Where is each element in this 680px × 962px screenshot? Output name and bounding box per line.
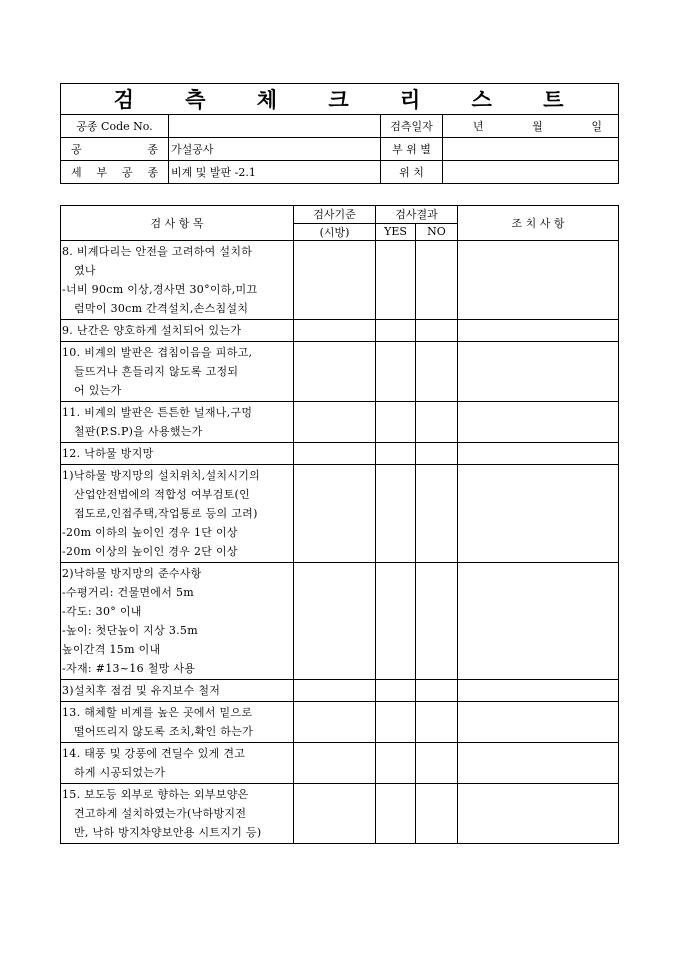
check-item [61, 402, 294, 443]
no-cell[interactable] [416, 743, 458, 784]
yes-cell[interactable] [376, 443, 416, 465]
header-yes: YES [376, 223, 416, 241]
subwork-label: 세 부 공 종 [61, 161, 169, 184]
no-cell[interactable] [416, 680, 458, 702]
action-cell[interactable] [458, 702, 619, 743]
check-item [61, 784, 294, 844]
action-cell[interactable] [458, 680, 619, 702]
no-cell[interactable] [416, 342, 458, 402]
page-title: 검 측 체 크 리 스 트 [61, 84, 619, 115]
yes-cell[interactable] [376, 241, 416, 320]
yes-cell[interactable] [376, 784, 416, 844]
header-table [60, 83, 619, 184]
table-row [61, 320, 619, 342]
check-item [61, 320, 294, 342]
header-standard-sub: (시방) [294, 223, 376, 241]
check-item-line: -각도: 30° 이내 [62, 605, 142, 618]
check-item-line: 견고하게 설치하였는가(낙하방지전 [74, 807, 247, 820]
table-row [61, 702, 619, 743]
check-item-line: 1)낙하물 방지망의 설치위치,설치시기의 [62, 469, 261, 482]
check-item-line: 11. 비계의 발판은 튼튼한 널재나,구멍 [62, 406, 253, 419]
action-cell[interactable] [458, 342, 619, 402]
check-item-line: -자재: #13~16 철망 사용 [62, 662, 196, 675]
check-item-line: 럼막이 30cm 간격설치,손스침설치 [74, 302, 249, 315]
check-item [61, 342, 294, 402]
no-cell[interactable] [416, 443, 458, 465]
check-item-line: 15. 보도등 외부로 향하는 외부보양은 [62, 788, 249, 801]
table-row [61, 443, 619, 465]
check-item-line: -20m 이하의 높이인 경우 1단 이상 [62, 526, 238, 539]
action-cell[interactable] [458, 784, 619, 844]
location-label: 위 치 [381, 161, 443, 184]
standard-cell[interactable] [294, 320, 376, 342]
check-item-line: 13. 해체할 비계를 높은 곳에서 밑으로 [62, 706, 253, 719]
table-row [61, 680, 619, 702]
check-item-line: -너비 90cm 이상,경사면 30°이하,미끄 [62, 283, 258, 296]
standard-cell[interactable] [294, 241, 376, 320]
standard-cell[interactable] [294, 784, 376, 844]
check-item [61, 563, 294, 680]
table-row [61, 743, 619, 784]
standard-cell[interactable] [294, 443, 376, 465]
check-item-line: -수평거리: 건물면에서 5m [62, 586, 194, 599]
check-item-line: 접도로,인접주택,작업통로 등의 고려) [74, 507, 258, 520]
check-item-line: 9. 난간은 양호하게 설치되어 있는가 [62, 324, 242, 337]
no-cell[interactable] [416, 702, 458, 743]
work-label: 공 종 [61, 138, 169, 161]
table-row [61, 342, 619, 402]
check-item [61, 465, 294, 563]
table-row [61, 402, 619, 443]
standard-cell[interactable] [294, 680, 376, 702]
check-item-line: 철판(P.S.P)을 사용했는가 [74, 425, 203, 438]
date-label: 검측일자 [381, 115, 443, 138]
no-cell[interactable] [416, 784, 458, 844]
yes-cell[interactable] [376, 702, 416, 743]
date-day: 일 [591, 120, 602, 133]
action-cell[interactable] [458, 743, 619, 784]
action-cell[interactable] [458, 320, 619, 342]
standard-cell[interactable] [294, 702, 376, 743]
check-item-line: 3)설치후 점검 및 유지보수 철저 [62, 684, 221, 697]
no-cell[interactable] [416, 241, 458, 320]
header-standard: 검사기준 [294, 206, 376, 224]
yes-cell[interactable] [376, 342, 416, 402]
no-cell[interactable] [416, 465, 458, 563]
table-row [61, 465, 619, 563]
yes-cell[interactable] [376, 320, 416, 342]
action-cell[interactable] [458, 443, 619, 465]
check-item [61, 241, 294, 320]
no-cell[interactable] [416, 320, 458, 342]
action-cell[interactable] [458, 241, 619, 320]
check-item [61, 443, 294, 465]
yes-cell[interactable] [376, 680, 416, 702]
check-item-line: 10. 비계의 발판은 겹침이음을 피하고, [62, 346, 253, 359]
date-value [443, 115, 619, 138]
check-item [61, 743, 294, 784]
action-cell[interactable] [458, 563, 619, 680]
check-item [61, 680, 294, 702]
check-item-line: 14. 태풍 및 강풍에 견딜수 있게 견고 [62, 747, 246, 760]
check-item-line: 2)낙하물 방지망의 준수사항 [62, 567, 202, 580]
yes-cell[interactable] [376, 465, 416, 563]
check-item-line: 떨어뜨리지 않도록 조치,확인 하는가 [74, 725, 254, 738]
standard-cell[interactable] [294, 402, 376, 443]
check-item-line: 산업안전법에의 적합성 여부검토(인 [74, 488, 251, 501]
standard-cell[interactable] [294, 465, 376, 563]
check-item-line: 들뜨거나 흔들리지 않도록 고정되 [74, 365, 239, 378]
checklist-table [60, 205, 619, 844]
action-cell[interactable] [458, 402, 619, 443]
date-month: 월 [532, 120, 543, 133]
check-item-line: 어 있는가 [74, 384, 122, 397]
check-item [61, 702, 294, 743]
check-item-line: 였나 [74, 264, 96, 277]
date-year: 년 [473, 120, 484, 133]
check-item-line: -높이: 첫단높이 지상 3.5m [62, 624, 198, 637]
part-value [443, 138, 619, 161]
check-item-line: -20m 이상의 높이인 경우 2단 이상 [62, 545, 238, 558]
standard-cell[interactable] [294, 342, 376, 402]
check-item-line: 8. 비계다리는 안전을 고려하여 설치하 [62, 245, 253, 258]
table-row [61, 563, 619, 680]
header-item: 검 사 항 목 [61, 206, 294, 241]
standard-cell[interactable] [294, 563, 376, 680]
check-item-line: 하게 시공되었는가 [74, 766, 166, 779]
header-no: NO [416, 223, 458, 241]
yes-cell[interactable] [376, 743, 416, 784]
no-cell[interactable] [416, 402, 458, 443]
header-result: 검사결과 [376, 206, 458, 224]
code-value [169, 115, 381, 138]
yes-cell[interactable] [376, 563, 416, 680]
table-row [61, 241, 619, 320]
location-value [443, 161, 619, 184]
check-item-line: 12. 낙하물 방지망 [62, 447, 154, 460]
no-cell[interactable] [416, 563, 458, 680]
yes-cell[interactable] [376, 402, 416, 443]
code-label: 공종 Code No. [61, 115, 169, 138]
check-item-line: 높이간격 15m 이내 [62, 643, 161, 656]
action-cell[interactable] [458, 465, 619, 563]
standard-cell[interactable] [294, 743, 376, 784]
check-item-line: 반, 낙하 방지차양보안용 시트지기 등) [74, 826, 262, 839]
part-label: 부 위 별 [381, 138, 443, 161]
header-action: 조 치 사 항 [458, 206, 619, 241]
table-row [61, 784, 619, 844]
subwork-value: 비계 및 발판 -2.1 [169, 161, 381, 184]
work-value: 가설공사 [169, 138, 381, 161]
